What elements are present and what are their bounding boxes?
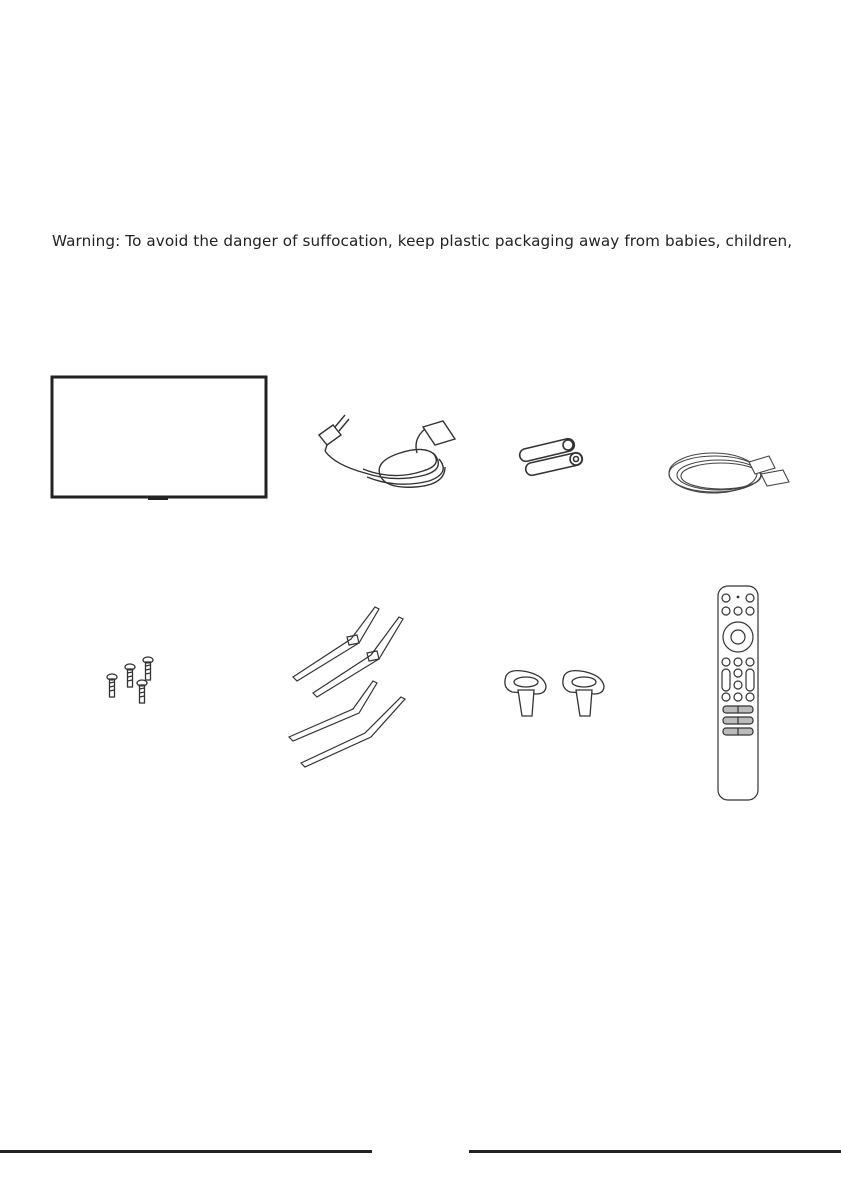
warning-text: Warning: To avoid the danger of suffocation, keep plastic packaging away from babies, children, xyxy=(52,232,793,250)
power-cord-illustration xyxy=(305,395,465,495)
footer-rule-right xyxy=(469,1150,841,1153)
hdmi-cable-illustration xyxy=(665,448,795,500)
cable-clips-illustration xyxy=(500,668,612,720)
footer-rule-left xyxy=(0,1150,372,1153)
screws-illustration xyxy=(104,655,164,705)
remote-illustration xyxy=(714,585,762,803)
batteries-illustration xyxy=(520,435,590,485)
tv-illustration xyxy=(50,375,270,505)
stands-illustration xyxy=(285,605,415,770)
